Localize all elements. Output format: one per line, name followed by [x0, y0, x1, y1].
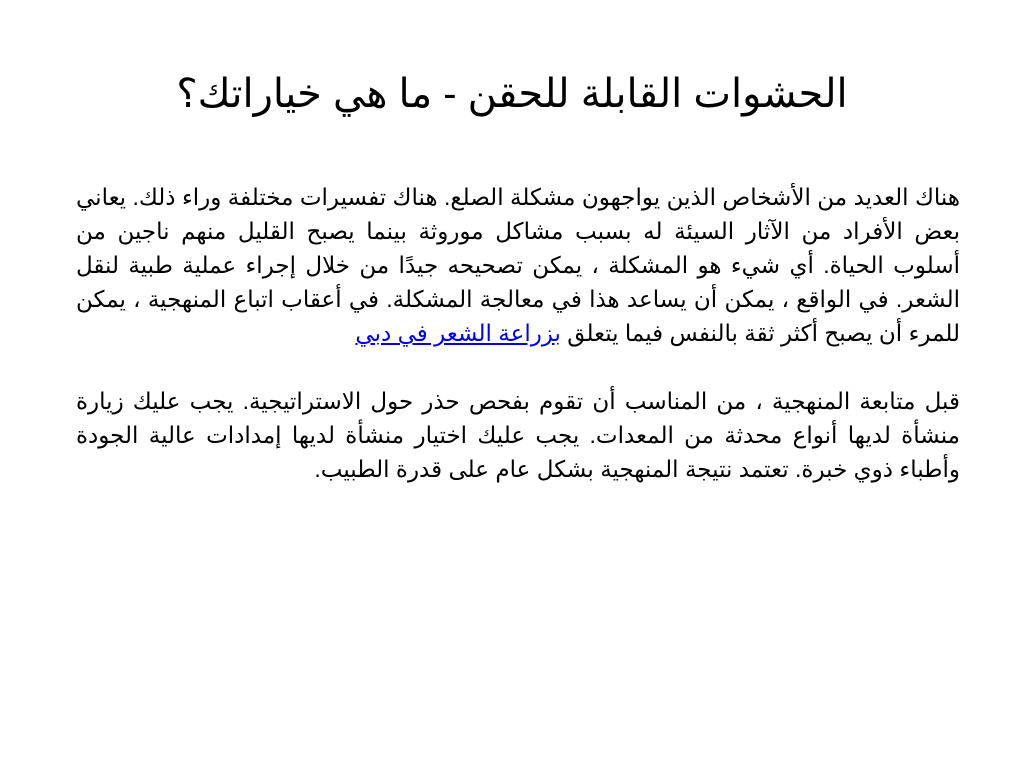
slide-body — [76, 180, 960, 486]
paragraph-1-text: هناك العديد من الأشخاص الذين يواجهون مشكلة الصلع. هناك تفسيرات مختلفة وراء ذلك. يعاني بعض الأفراد من الآثار السيئة له بسبب مشاكل موروثة بينما يصبح القليل منهم ناجين من أسلوب الحياة. أي شيء هو المشكلة ، يمكن تصحيحه جيدًا من خلال إجراء عملية طبية لنقل الشعر. في الواقع ، يمكن أن يساعد هذا في معالجة المشكلة. في أعقاب اتباع المنهجية ، يمكن للمرء أن يصبح أكثر ثقة بالنفس فيما يتعلق — [76, 184, 960, 346]
hair-transplant-dubai-link[interactable]: بزراعة الشعر في دبي — [355, 320, 561, 346]
slide-title: الحشوات القابلة للحقن - ما هي خياراتك؟ — [176, 72, 848, 116]
paragraph-1 — [76, 180, 960, 350]
paragraph-2: قبل متابعة المنهجية ، من المناسب أن تقوم بفحص حذر حول الاستراتيجية. يجب عليك زيارة منشأة لديها أنواع محدثة من المعدات. يجب عليك اختيار منشأة لديها إمدادات عالية الجودة وأطباء ذوي خبرة. تعتمد نتيجة المنهجية بشكل عام على قدرة الطبيب. — [76, 388, 960, 482]
